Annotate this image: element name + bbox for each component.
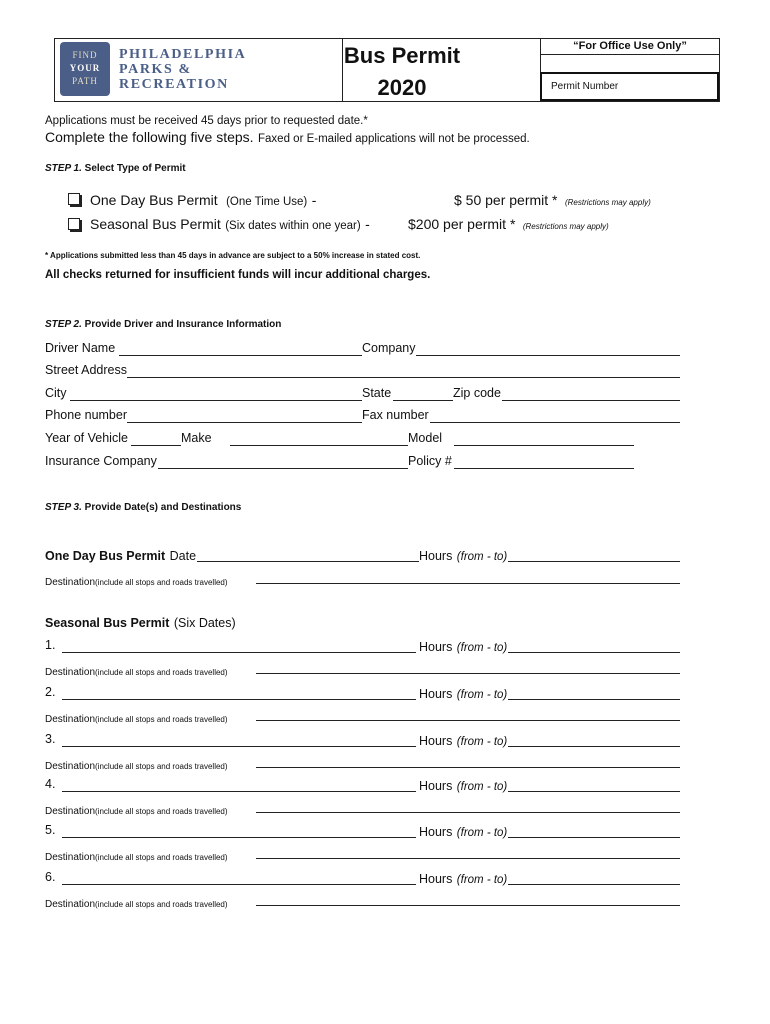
model-field[interactable] bbox=[454, 445, 634, 446]
seasonal-destination-field[interactable] bbox=[256, 720, 680, 721]
date-number: 4. bbox=[45, 777, 56, 791]
hours-note: (from - to) bbox=[456, 551, 508, 563]
permit-option-one-day bbox=[90, 192, 316, 210]
step-title: Provide Driver and Insurance Information bbox=[84, 319, 282, 330]
insurance-company-label: Insurance Company bbox=[45, 454, 157, 468]
date-number: 1. bbox=[45, 638, 56, 652]
hours-label: Hours bbox=[419, 872, 453, 886]
step-number: STEP 1. bbox=[45, 163, 82, 174]
option-dash: - bbox=[365, 216, 370, 232]
seasonal-hours-field[interactable] bbox=[508, 746, 680, 747]
restriction-note: (Restrictions may apply) bbox=[564, 198, 651, 207]
checks-warning: All checks returned for insufficient funds will incur additional charges. bbox=[45, 269, 431, 281]
logo-line: PHILADELPHIA bbox=[119, 47, 247, 62]
one-day-destination-field[interactable] bbox=[256, 583, 680, 584]
seasonal-permit-checkbox[interactable] bbox=[68, 218, 80, 230]
seasonal-hours-label bbox=[419, 823, 507, 841]
city-label: City bbox=[45, 386, 67, 400]
hours-label: Hours bbox=[419, 687, 453, 701]
driver-name-label: Driver Name bbox=[45, 341, 116, 355]
seasonal-destination-label bbox=[45, 756, 228, 774]
seasonal-destination-label bbox=[45, 847, 228, 865]
logo-line: RECREATION bbox=[119, 77, 229, 92]
permit-option-seasonal bbox=[90, 216, 370, 234]
option-note: (One Time Use) bbox=[226, 196, 308, 208]
vehicle-year-label: Year of Vehicle bbox=[45, 431, 128, 445]
step-number: STEP 3. bbox=[45, 502, 82, 513]
step2-heading bbox=[45, 319, 281, 330]
hours-note: (from - to) bbox=[456, 689, 508, 701]
step1-heading bbox=[45, 163, 186, 174]
intro-instructions bbox=[45, 129, 530, 147]
date-label: Date bbox=[169, 549, 197, 563]
state-label: State bbox=[362, 386, 392, 400]
one-day-permit-label: One Day Bus Permit bbox=[45, 549, 166, 563]
zip-field[interactable] bbox=[502, 400, 680, 401]
one-day-hours-field[interactable] bbox=[508, 561, 680, 562]
hours-label: Hours bbox=[419, 825, 453, 839]
logo-wordmark bbox=[119, 47, 246, 92]
seasonal-hours-field[interactable] bbox=[508, 837, 680, 838]
phone-field[interactable] bbox=[127, 422, 362, 423]
hours-label: Hours bbox=[419, 640, 453, 654]
phone-label: Phone number bbox=[45, 408, 128, 422]
driver-name-field[interactable] bbox=[119, 355, 362, 356]
seasonal-hours-label bbox=[419, 777, 507, 795]
street-address-label: Street Address bbox=[45, 363, 127, 377]
seasonal-hours-field[interactable] bbox=[508, 699, 680, 700]
seasonal-destination-field[interactable] bbox=[256, 767, 680, 768]
date-number: 5. bbox=[45, 823, 56, 837]
option-label: Seasonal Bus Permit bbox=[90, 216, 221, 232]
seasonal-date-field[interactable] bbox=[62, 884, 416, 885]
seasonal-destination-label bbox=[45, 709, 228, 727]
destination-note: (include all stops and roads travelled) bbox=[95, 578, 228, 587]
destination-label: Destination bbox=[45, 852, 96, 863]
destination-label: Destination bbox=[45, 714, 96, 725]
seasonal-permit-label: Seasonal Bus Permit bbox=[45, 616, 170, 630]
fax-field[interactable] bbox=[430, 422, 680, 423]
seasonal-destination-field[interactable] bbox=[256, 905, 680, 906]
destination-label: Destination bbox=[45, 761, 96, 772]
seasonal-hours-field[interactable] bbox=[508, 652, 680, 653]
seasonal-destination-field[interactable] bbox=[256, 812, 680, 813]
destination-note: (include all stops and roads travelled) bbox=[95, 715, 228, 724]
logo-badge-word: PATH bbox=[72, 76, 98, 86]
seasonal-destination-field[interactable] bbox=[256, 673, 680, 674]
seasonal-destination-field[interactable] bbox=[256, 858, 680, 859]
policy-field[interactable] bbox=[454, 468, 634, 469]
destination-note: (include all stops and roads travelled) bbox=[95, 853, 228, 862]
intro-fax-note: Faxed or E-mailed applications will not be processed. bbox=[258, 133, 530, 145]
logo-badge-word: YOUR bbox=[69, 63, 101, 73]
hours-label: Hours bbox=[419, 779, 453, 793]
logo-line: PARKS & bbox=[119, 62, 192, 77]
seasonal-hours-label bbox=[419, 638, 507, 656]
permit-number-label: Permit Number bbox=[551, 81, 619, 92]
price-text: $200 per permit * bbox=[408, 216, 516, 232]
title-line: Bus Permit bbox=[343, 43, 461, 68]
seasonal-destination-label bbox=[45, 801, 228, 819]
seasonal-date-field[interactable] bbox=[62, 699, 416, 700]
seasonal-note: (Six Dates) bbox=[173, 616, 236, 630]
one-day-price bbox=[454, 192, 651, 210]
destination-note: (include all stops and roads travelled) bbox=[95, 762, 228, 771]
office-use-label: “For Office Use Only” bbox=[573, 40, 687, 52]
city-field[interactable] bbox=[70, 400, 362, 401]
step-number: STEP 2. bbox=[45, 319, 82, 330]
hours-note: (from - to) bbox=[456, 642, 508, 654]
step3-heading bbox=[45, 502, 241, 513]
destination-note: (include all stops and roads travelled) bbox=[95, 807, 228, 816]
logo-badge-word: FIND bbox=[72, 50, 98, 60]
hours-label: Hours bbox=[419, 734, 453, 748]
vehicle-year-field[interactable] bbox=[131, 445, 181, 446]
state-field[interactable] bbox=[393, 400, 453, 401]
company-label: Company bbox=[362, 341, 416, 355]
hours-note: (from - to) bbox=[456, 827, 508, 839]
one-day-permit-checkbox[interactable] bbox=[68, 193, 80, 205]
hours-label: Hours bbox=[419, 549, 453, 563]
fax-label: Fax number bbox=[362, 408, 429, 422]
seasonal-hours-label bbox=[419, 870, 507, 888]
option-dash: - bbox=[311, 192, 317, 208]
seasonal-date-field[interactable] bbox=[62, 746, 416, 747]
zip-label: Zip code bbox=[453, 386, 501, 400]
destination-label: Destination bbox=[45, 806, 96, 817]
one-day-destination-label bbox=[45, 572, 228, 590]
seasonal-price bbox=[408, 216, 609, 234]
seasonal-date-field[interactable] bbox=[62, 837, 416, 838]
seasonal-hours-label bbox=[419, 685, 507, 703]
restriction-note: (Restrictions may apply) bbox=[522, 222, 609, 231]
destination-note: (include all stops and roads travelled) bbox=[95, 900, 228, 909]
seasonal-hours-field[interactable] bbox=[508, 884, 680, 885]
date-number: 6. bbox=[45, 870, 56, 884]
seasonal-date-field[interactable] bbox=[62, 791, 416, 792]
hours-note: (from - to) bbox=[456, 781, 508, 793]
date-number: 3. bbox=[45, 732, 56, 746]
late-fee-footnote: * Applications submitted less than 45 days in advance are subject to a 50% increase in stated cost. bbox=[45, 251, 421, 260]
destination-label: Destination bbox=[45, 577, 96, 588]
intro-line: Applications must be received 45 days prior to requested date.* bbox=[45, 115, 368, 127]
option-note: (Six dates within one year) bbox=[225, 220, 361, 232]
seasonal-heading bbox=[45, 614, 236, 632]
model-label: Model bbox=[408, 431, 443, 445]
one-day-date-row bbox=[45, 547, 196, 565]
seasonal-date-field[interactable] bbox=[62, 652, 416, 653]
destination-note: (include all stops and roads travelled) bbox=[95, 668, 228, 677]
logo-badge bbox=[60, 42, 110, 96]
intro-steps-text: Complete the following five steps. bbox=[45, 129, 254, 145]
date-number: 2. bbox=[45, 685, 56, 699]
seasonal-destination-label bbox=[45, 894, 228, 912]
seasonal-hours-field[interactable] bbox=[508, 791, 680, 792]
seasonal-hours-label bbox=[419, 732, 507, 750]
permit-number-field[interactable] bbox=[540, 72, 719, 101]
hours-note: (from - to) bbox=[456, 736, 508, 748]
company-field[interactable] bbox=[416, 355, 680, 356]
step-title: Select Type of Permit bbox=[84, 163, 186, 174]
office-divider bbox=[540, 54, 720, 55]
one-day-hours-label bbox=[419, 547, 507, 565]
street-address-field[interactable] bbox=[127, 377, 680, 378]
insurance-company-field[interactable] bbox=[158, 468, 408, 469]
step-title: Provide Date(s) and Destinations bbox=[84, 502, 242, 513]
title-year: 2020 bbox=[377, 75, 427, 100]
destination-label: Destination bbox=[45, 667, 96, 678]
one-day-date-field[interactable] bbox=[197, 561, 419, 562]
page-title bbox=[342, 40, 462, 104]
destination-label: Destination bbox=[45, 899, 96, 910]
seasonal-destination-label bbox=[45, 662, 228, 680]
make-field[interactable] bbox=[230, 445, 408, 446]
option-label: One Day Bus Permit bbox=[90, 192, 218, 208]
price-text: $ 50 per permit * bbox=[454, 192, 558, 208]
make-label: Make bbox=[181, 431, 212, 445]
hours-note: (from - to) bbox=[456, 874, 508, 886]
policy-label: Policy # bbox=[408, 454, 452, 468]
